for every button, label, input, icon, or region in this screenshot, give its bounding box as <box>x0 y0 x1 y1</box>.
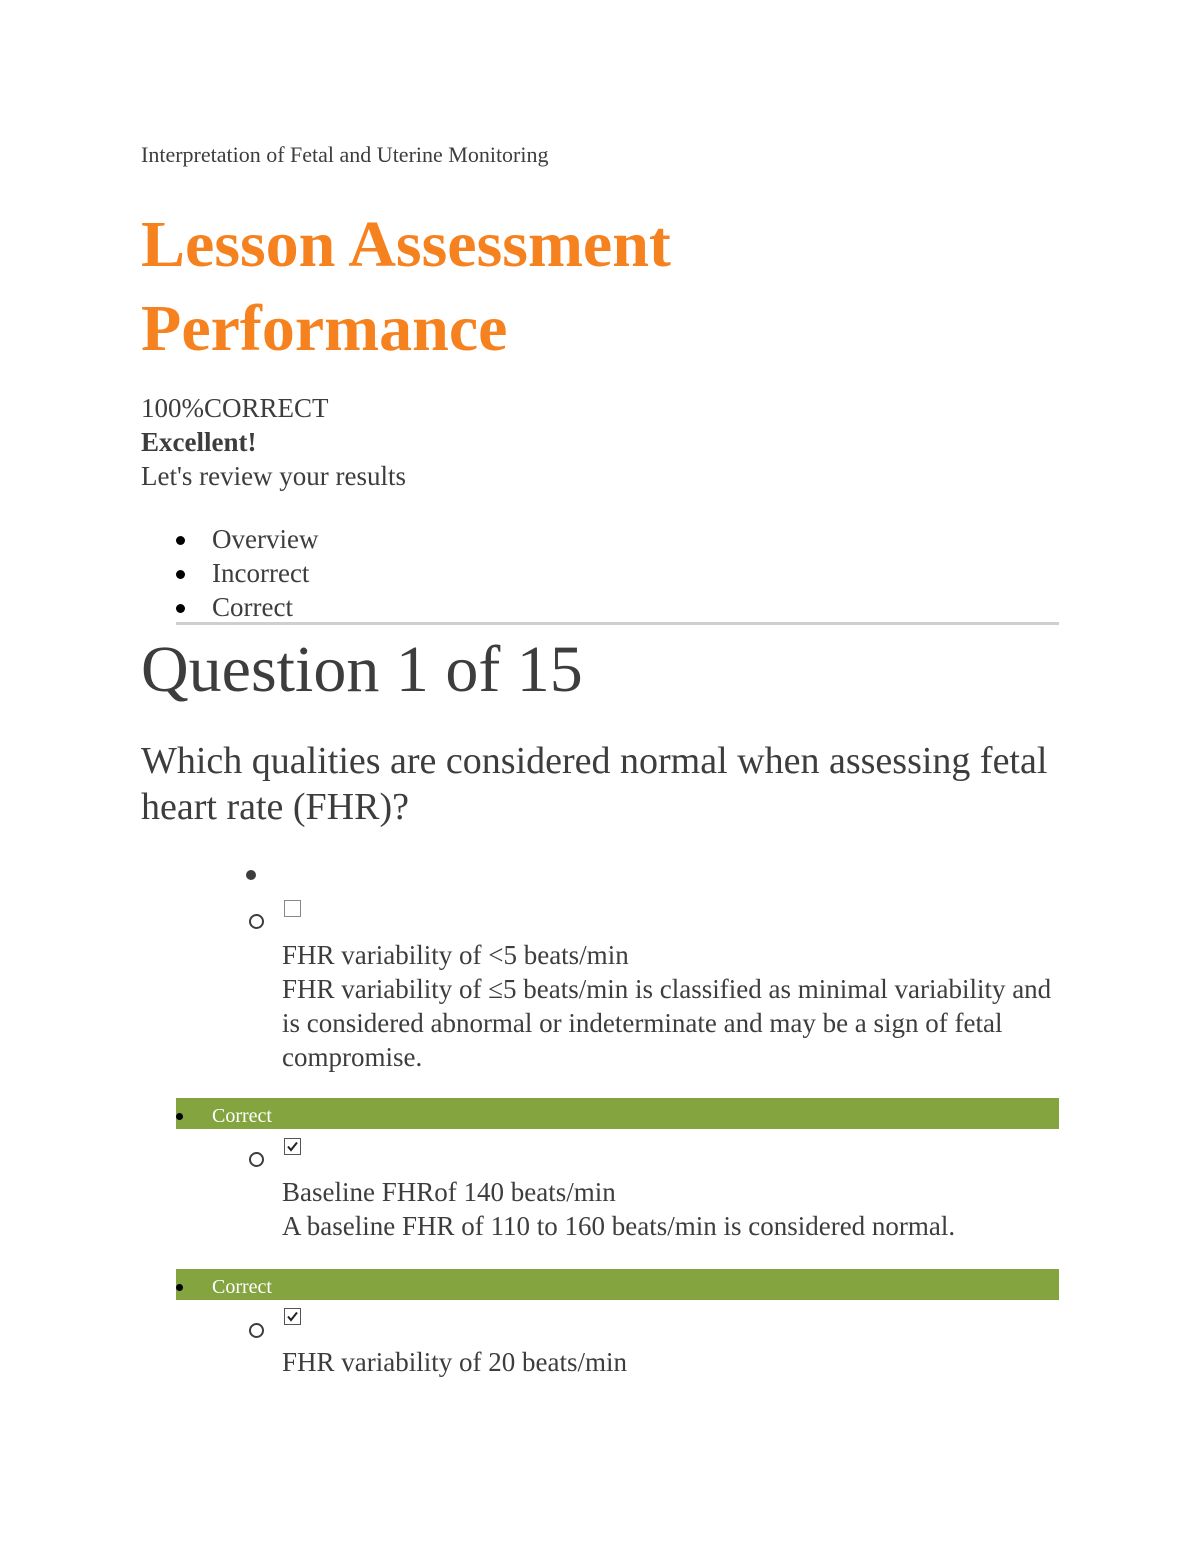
answer-checkbox-checked[interactable] <box>284 1138 301 1155</box>
answer-text: FHR variability of <5 beats/min <box>282 940 629 970</box>
bullet-icon <box>246 870 256 880</box>
answer-explanation: A baseline FHR of 110 to 160 beats/min is considered normal. <box>282 1211 956 1241</box>
circle-bullet-icon <box>249 1152 264 1167</box>
answer-text: Baseline FHRof 140 beats/min <box>282 1177 616 1207</box>
tab-label: Incorrect <box>212 558 310 588</box>
answer-checkbox[interactable] <box>284 900 301 917</box>
answer-option <box>282 938 1062 1074</box>
results-filter-list <box>176 522 318 624</box>
checkmark-icon <box>285 1139 300 1154</box>
score-message: Excellent! <box>141 427 257 457</box>
answer-option <box>282 1345 1062 1379</box>
status-label: Correct <box>212 1105 272 1127</box>
question-heading: Question 1 of 15 <box>141 633 583 706</box>
tab-incorrect[interactable] <box>176 556 318 590</box>
answer-option <box>282 1175 1062 1243</box>
tab-label: Overview <box>212 524 319 554</box>
divider <box>176 622 1059 625</box>
answer-checkbox-checked[interactable] <box>284 1308 301 1325</box>
correct-status-bar <box>176 1098 1059 1129</box>
bullet-icon <box>176 570 185 579</box>
circle-bullet-icon <box>249 914 264 929</box>
answer-text: FHR variability of 20 beats/min <box>282 1347 627 1377</box>
score-line: 100%CORRECT <box>141 393 329 423</box>
review-prompt: Let's review your results <box>141 461 407 491</box>
tab-label: Correct <box>212 592 293 622</box>
lesson-title: Lesson Assessment Performance <box>141 208 671 365</box>
tab-overview[interactable] <box>176 522 318 556</box>
tab-correct[interactable] <box>176 590 318 624</box>
bullet-icon <box>176 536 185 545</box>
status-label: Correct <box>212 1276 272 1298</box>
bullet-icon <box>176 1284 183 1291</box>
bullet-icon <box>176 604 185 613</box>
circle-bullet-icon <box>249 1323 264 1338</box>
bullet-icon <box>176 1113 183 1120</box>
course-title: Interpretation of Fetal and Uterine Monitoring <box>141 142 549 167</box>
correct-status-bar <box>176 1269 1059 1300</box>
question-text: Which qualities are considered normal when assessing fetal heart rate (FHR)? <box>141 740 1048 828</box>
answer-explanation: FHR variability of ≤5 beats/min is classified as minimal variability and is considered abnormal or indeterminate and may be a sign of fetal compromise. <box>282 974 1052 1072</box>
checkmark-icon <box>285 1309 300 1324</box>
